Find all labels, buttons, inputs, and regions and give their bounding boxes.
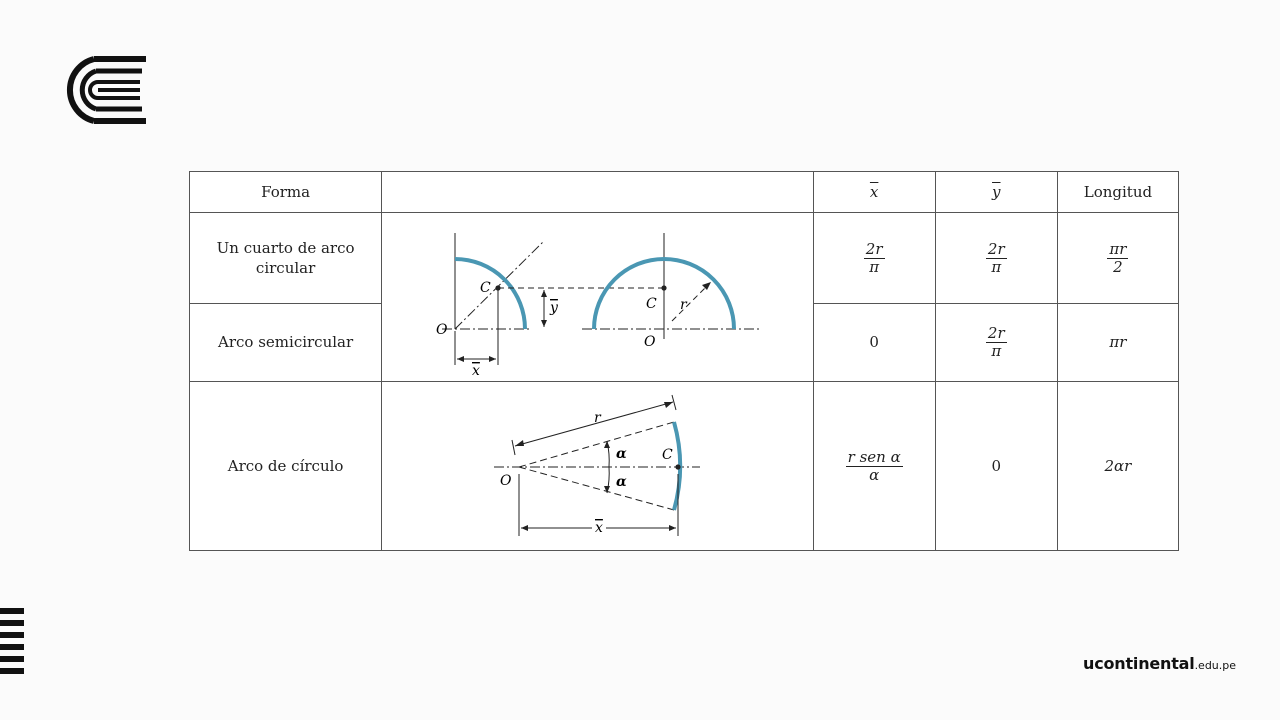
header-figure <box>382 172 813 213</box>
table-row <box>190 213 1179 304</box>
header-ybar: $\overline{y}$ <box>935 172 1057 213</box>
xbar-value: $\frac{\text{r sen α}}{\alpha}$ <box>813 382 935 551</box>
header-xbar: $\overline{x}$ <box>813 172 935 213</box>
arc-figure-cell <box>382 382 813 551</box>
xbar-label: x <box>595 520 604 536</box>
length-value: 2αr <box>1057 382 1178 551</box>
origin-label: O <box>644 334 656 350</box>
alpha-label: α <box>616 474 627 490</box>
stripes-logo-icon <box>0 608 26 676</box>
xbar-value: $\frac{2r}{\pi}$ <box>813 213 935 304</box>
xbar-value: 0 <box>813 303 935 381</box>
circular-arc-diagram <box>382 382 813 550</box>
origin-label: O <box>436 322 448 338</box>
centroid-label: C <box>646 296 657 312</box>
centroid-table <box>189 171 1179 551</box>
centroid-label: C <box>480 280 491 296</box>
ybar-value: 0 <box>935 382 1057 551</box>
brand-name: ucontinental <box>1083 654 1195 673</box>
table-header-row <box>190 172 1179 213</box>
radius-label: r <box>594 410 601 426</box>
shape-name: Arco semicircular <box>190 303 382 381</box>
quarter-semicircle-diagram <box>382 213 813 381</box>
ybar-label: y <box>550 300 559 316</box>
brand-domain: .edu.pe <box>1194 659 1237 672</box>
ybar-value: $\frac{2r}{\pi}$ <box>935 213 1057 304</box>
brand-wordmark <box>1083 654 1236 673</box>
alpha-label: α <box>616 446 627 462</box>
shape-name: Arco de círculo <box>190 382 382 551</box>
header-longitud: Longitud <box>1057 172 1178 213</box>
ybar-value: $\frac{2r}{\pi}$ <box>935 303 1057 381</box>
origin-label: O <box>500 473 512 489</box>
shape-name: Un cuarto de arco circular <box>190 213 382 304</box>
university-logo-icon <box>56 56 148 124</box>
xbar-label: x <box>472 363 481 379</box>
header-forma: Forma <box>190 172 382 213</box>
length-value: πr <box>1057 303 1178 381</box>
length-value: $\frac{\pi r}{2}$ <box>1057 213 1178 304</box>
centroid-label: C <box>662 447 673 463</box>
arc-figures-cell <box>382 213 813 382</box>
table-row <box>190 382 1179 551</box>
radius-label: r <box>680 297 687 313</box>
